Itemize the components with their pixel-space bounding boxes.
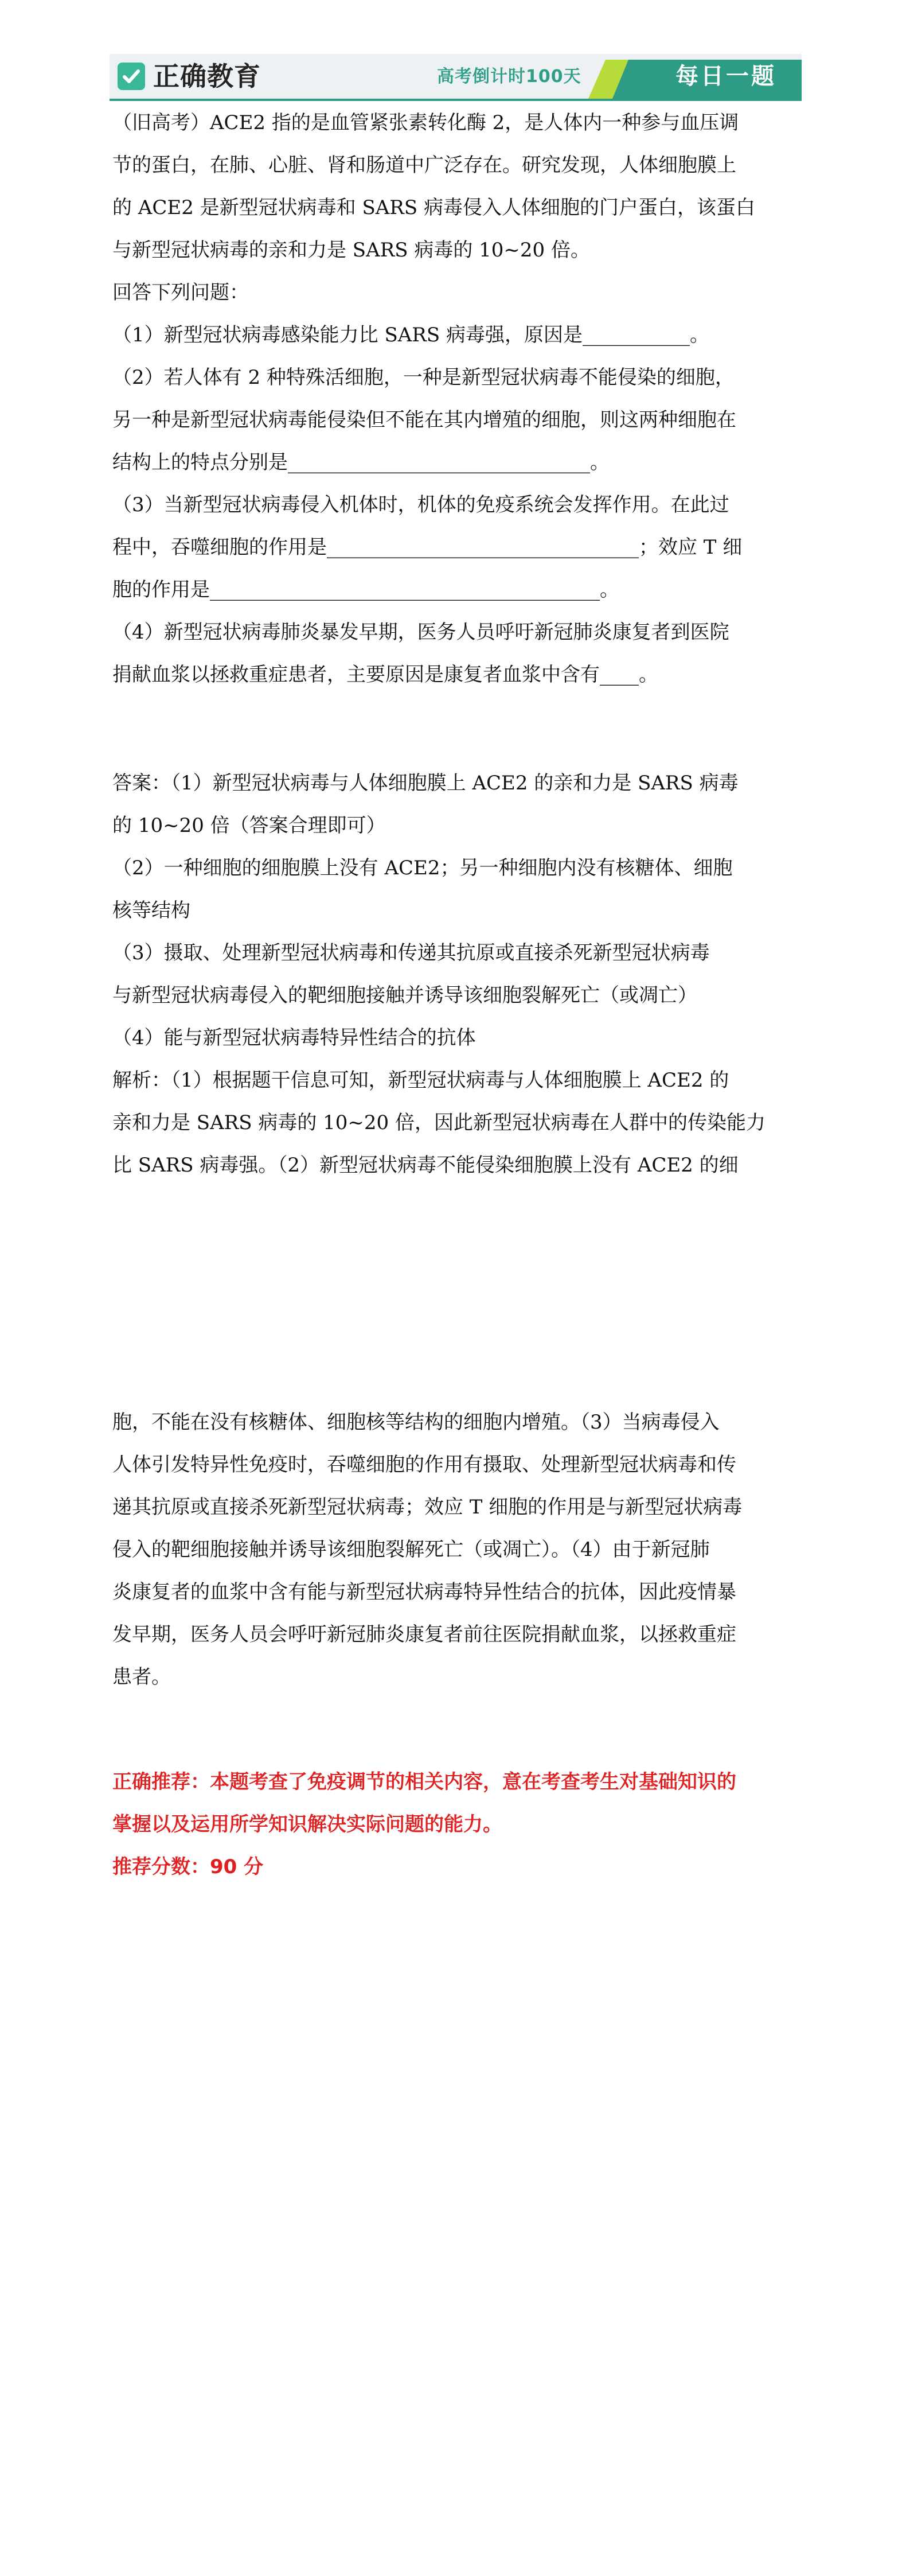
question-line: （3）当新型冠状病毒侵入机体时，机体的免疫系统会发挥作用。在此过 xyxy=(112,493,729,516)
question-line: （1）新型冠状病毒感染能力比 SARS 病毒强，原因是___________。 xyxy=(112,324,709,347)
recommendation-section xyxy=(112,1761,810,1888)
answer-line: （4）能与新型冠状病毒特异性结合的抗体 xyxy=(112,1026,476,1049)
analysis-line: 侵入的靶细胞接触并诱导该细胞裂解死亡（或凋亡）。（4）由于新冠肺 xyxy=(112,1538,710,1561)
question-line: （4）新型冠状病毒肺炎暴发早期，医务人员呼吁新冠肺炎康复者到医院 xyxy=(112,621,729,644)
question-line: 与新型冠状病毒的亲和力是 SARS 病毒的 10~20 倍。 xyxy=(112,239,590,262)
recommendation-line: 掌握以及运用所学知识解决实际问题的能力。 xyxy=(112,1813,502,1836)
question-line: 节的蛋白，在肺、心脏、肾和肠道中广泛存在。研究发现，人体细胞膜上 xyxy=(112,154,736,177)
question-line: 的 ACE2 是新型冠状病毒和 SARS 病毒侵入人体细胞的门户蛋白，该蛋白 xyxy=(112,196,755,219)
question-line: 回答下列问题： xyxy=(112,281,249,304)
analysis-line: 人体引发特异性免疫时，吞噬细胞的作用有摄取、处理新型冠状病毒和传 xyxy=(112,1453,736,1476)
answer-line: 核等结构 xyxy=(112,899,190,922)
answer-line: （2）一种细胞的细胞膜上没有 ACE2；另一种细胞内没有核糖体、细胞 xyxy=(112,857,733,880)
countdown-label: 高考倒计时100天 xyxy=(437,67,581,87)
question-line: （2）若人体有 2 种特殊活细胞，一种是新型冠状病毒不能侵染的细胞， xyxy=(112,366,735,389)
question-line: 程中，吞噬细胞的作用是________________________________；效应 T 细 xyxy=(112,536,743,559)
answer-line: 与新型冠状病毒侵入的靶细胞接触并诱导该细胞裂解死亡（或凋亡） xyxy=(112,984,697,1007)
analysis-line: 递其抗原或直接杀死新型冠状病毒；效应 T 细胞的作用是与新型冠状病毒 xyxy=(112,1496,743,1519)
recommended-score: 推荐分数：90 分 xyxy=(112,1855,264,1878)
recommendation-line: 正确推荐：本题考查了免疫调节的相关内容，意在考查考生对基础知识的 xyxy=(112,1770,736,1793)
question-line: 胞的作用是________________________________________。 xyxy=(112,578,619,601)
question-line: 结构上的特点分别是_______________________________。 xyxy=(112,451,610,474)
brand-logo xyxy=(118,61,261,91)
analysis-line: 发早期，医务人员会呼吁新冠肺炎康复者前往医院捐献血浆，以拯救重症 xyxy=(112,1623,736,1646)
analysis-continued-section xyxy=(112,1401,810,1698)
check-icon xyxy=(118,63,145,90)
question-section xyxy=(112,102,810,696)
analysis-line: 解析：（1）根据题干信息可知，新型冠状病毒与人体细胞膜上 ACE2 的 xyxy=(112,1069,729,1092)
answer-line: （3）摄取、处理新型冠状病毒和传递其抗原或直接杀死新型冠状病毒 xyxy=(112,941,710,964)
daily-question-label: 每日一题 xyxy=(675,63,776,90)
analysis-line: 亲和力是 SARS 病毒的 10~20 倍，因此新型冠状病毒在人群中的传染能力 xyxy=(112,1111,766,1134)
brand-name: 正确教育 xyxy=(153,61,261,92)
question-line: 捐献血浆以拯救重症患者，主要原因是康复者血浆中含有____。 xyxy=(112,663,658,686)
answer-line: 的 10~20 倍（答案合理即可） xyxy=(112,814,386,837)
answer-line: 答案：（1）新型冠状病毒与人体细胞膜上 ACE2 的亲和力是 SARS 病毒 xyxy=(112,772,739,795)
analysis-line: 比 SARS 病毒强。（2）新型冠状病毒不能侵染细胞膜上没有 ACE2 的细 xyxy=(112,1154,739,1177)
question-line: 另一种是新型冠状病毒能侵染但不能在其内增殖的细胞，则这两种细胞在 xyxy=(112,408,736,431)
header-divider xyxy=(110,99,802,101)
question-line: （旧高考）ACE2 指的是血管紧张素转化酶 2，是人体内一种参与血压调 xyxy=(112,111,739,134)
analysis-line: 患者。 xyxy=(112,1666,171,1688)
analysis-line: 炎康复者的血浆中含有能与新型冠状病毒特异性结合的抗体，因此疫情暴 xyxy=(112,1581,736,1604)
answer-section xyxy=(112,762,810,1186)
header-banner xyxy=(110,54,802,99)
analysis-line: 胞，不能在没有核糖体、细胞核等结构的细胞内增殖。（3）当病毒侵入 xyxy=(112,1411,720,1434)
